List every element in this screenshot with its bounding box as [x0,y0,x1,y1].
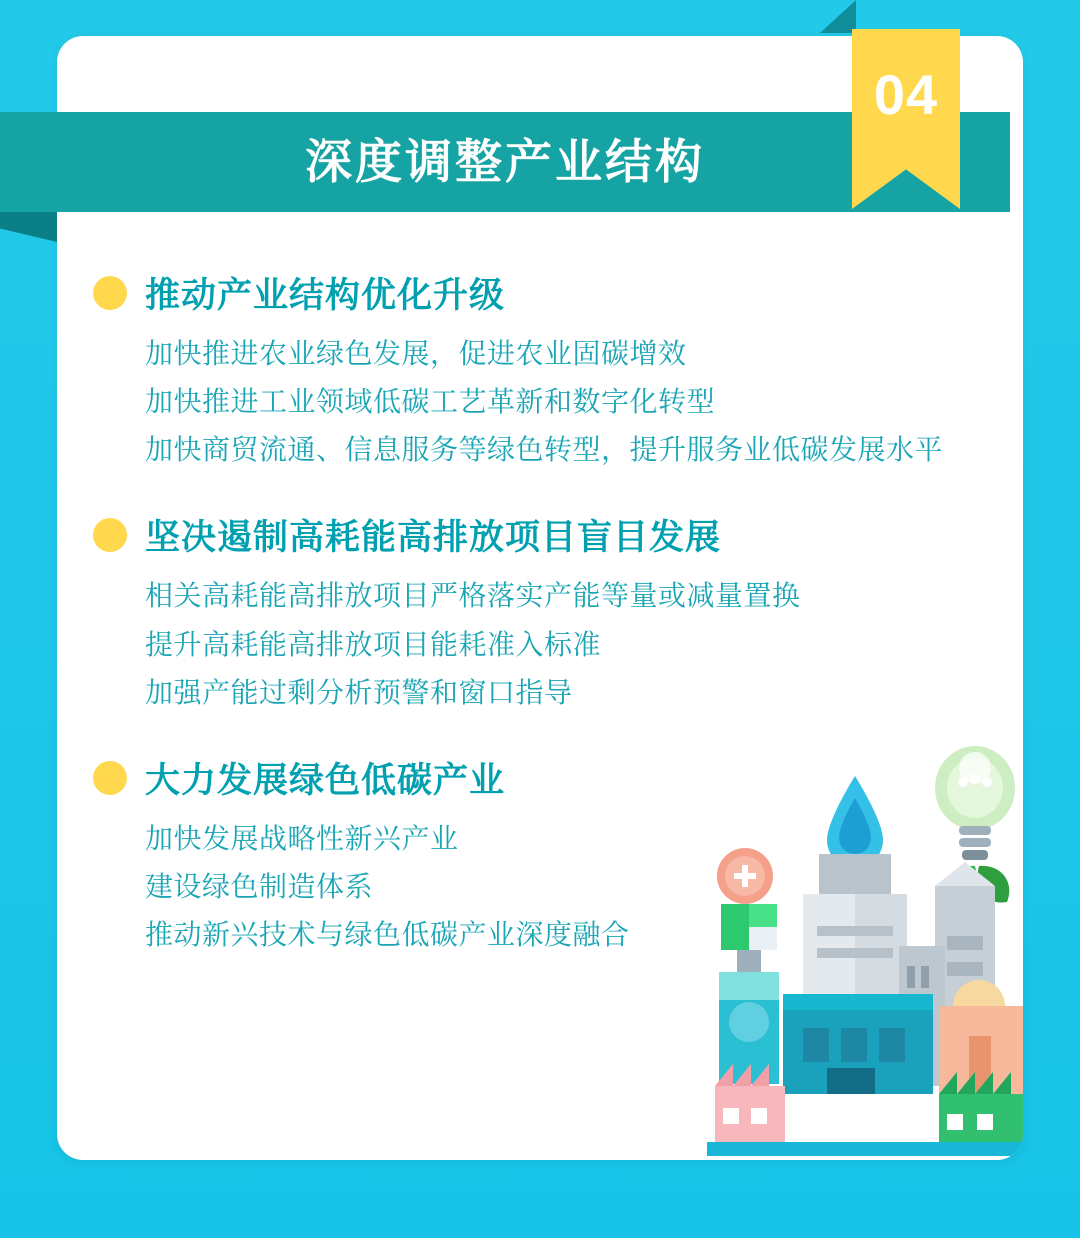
section-1-line-2: 加快推进工业领域低碳工艺革新和数字化转型 [145,386,716,418]
section-2-lines [57,572,1023,716]
section-3-line-1: 加快发展战略性新兴产业 [145,822,459,854]
small-factory [715,1064,785,1142]
section-1-lines [57,330,1023,474]
section-1-line-3: 加快商贸流通、信息服务等绿色转型，提升服务业低碳发展水平 [145,434,944,466]
section-2-line-2: 提升高耗能高排放项目能耗准入标准 [145,628,602,660]
section-1-heading [57,268,1023,318]
page-title: 深度调整产业结构 [305,135,705,188]
section-2-heading [57,510,1023,560]
section-2 [57,510,1023,716]
right-factory [939,980,1023,1144]
section-1-line-1: 加快推进农业绿色发展，促进农业固碳增效 [145,338,687,369]
section-1 [57,268,1023,474]
sections-container [57,268,1023,995]
bullet-dot-icon [93,276,127,310]
section-3-title: 大力发展绿色低碳产业 [145,760,506,800]
section-3-heading [57,753,1023,803]
band-fold-left [0,212,57,242]
section-3-line-2: 建设绿色制造体系 [145,871,374,903]
section-2-line-1: 相关高耗能高排放项目严格落实产能等量或减量置换 [145,580,801,612]
bullet-dot-icon [93,761,127,795]
section-3-line-3: 推动新兴技术与绿色低碳产业深度融合 [145,919,630,951]
section-3 [57,753,1023,959]
section-3-lines [57,815,1023,959]
ribbon-shadow [820,0,856,33]
main-hall [783,994,933,1094]
section-2-line-3: 加强产能过剩分析预警和窗口指导 [145,676,573,708]
bullet-dot-icon [93,518,127,552]
section-1-title: 推动产业结构优化升级 [145,276,506,315]
number-badge: 04 [873,63,939,126]
section-2-title: 坚决遏制高耗能高排放项目盲目发展 [145,518,722,558]
